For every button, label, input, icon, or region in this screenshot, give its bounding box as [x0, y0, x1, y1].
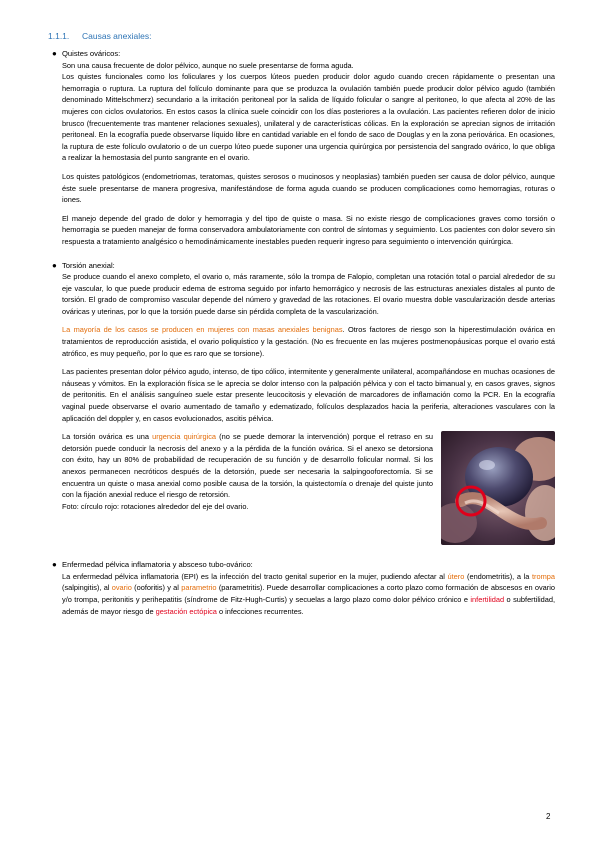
epi-text-2: (endometritis), a la [464, 571, 532, 581]
quistes-paragraph-2: Los quistes funcionales como los foliculares y los cuerpos lúteos pueden producir dolor agudo cuando crecen rápidamente o presentan una hemorragia o ruptura. La ruptura del folículo dominante para que se produzca la ovulación también puede producir dolor pélvico agudo (también denominado Mittelschmerz) secundario a la irritación peritoneal por la salida de líquido folicular o sangre al peritoneo, lo que afecta al 20% de las mujeres con ciclos ovulatorios. En estos casos la clínica suele coincidir con los días posteriores a la ovulación. Las pacientes refieren dolor de inicio brusco (frecuentemente tras mantener relaciones sexuales), unilateral y de características cólicas. En la exploración se aprecian signos de irritación peritoneal. En la ecografía puede observarse líquido libre en cantidad variable en el fondo de saco de Douglas y en la zona periovárica. En ocasiones, la ruptura de este folículo ovulatorio o de un cuerpo lúteo puede suponer una urgencia quirúrgica por persistencia del sangrado ovárico, lo que obliga a realizar la hemostasia del punto sangrante en el ovario. [62, 72, 555, 163]
epi-highlight-ovario: ovario [111, 583, 132, 593]
torsion-highlight-benignas: La mayoría de los casos se producen en mujeres con masas anexiales benignas [62, 325, 343, 335]
torsion-paragraph-2-rest: . Otros factores de riesgo son la hiperestimulación ovárica en tratamientos de reproducción asistida, el ovario poliquístico y la gestación. (No es frecuente en las mujeres postmenopáusicas porque el ovario está atrófico, es muy pequeño, por lo que es raro que se torsione). [62, 325, 555, 358]
quistes-paragraph-4: El manejo depende del grado de dolor y hemorragia y del tipo de quiste o masa. Si no existe riesgo de complicaciones graves como torsión o hemorragia se pueden manejar de forma conservadora ambulatoriamente con control de síntomas y seguimiento. Los pacientes con dolor severo sin respuesta a tratamiento analgésico o hemodinámicamente inestables pueden requerir ingreso para seguimiento o intervención quirúrgica. [62, 213, 555, 246]
quistes-paragraph-3: Los quistes patológicos (endometriomas, teratomas, quistes serosos o mucinosos y neoplasias) también pueden ser causa de dolor pélvico, aunque éste suele presentarse de manera progresiva, manifestándose de forma aguda cuando se producen complicaciones como hemorragias, roturas o iones. [62, 171, 555, 205]
epi-highlight-trompa: trompa [531, 571, 555, 581]
epi-title: Enfermedad pélvica inflamatoria y absceso tubo-ovárico: [62, 560, 253, 570]
torsion-paragraph-1: Se produce cuando el anexo completo, el ovario o, más raramente, sólo la trompa de Falopio, completan una rotación total o parcial alrededor de su eje vascular, lo que puede producir edema de estroma seguido por infarto hemorrágico y necrosis de las estructuras anexiales distales al punto de torsión. El grado de compromiso vascular depende del número y gravedad de las rotaciones. El ovario muestra doble vascularización desde arterias ováricas y uterinas, por lo que la torsión puede darse sin pérdida completa de la vascularización. [62, 272, 555, 316]
epi-text-1: La enfermedad pélvica inflamatoria (EPI) es la infección del tracto genital superior en la mujer, pudiendo afectar al [62, 571, 448, 581]
torsion-paragraph-4-b: (no se puede demorar la intervención) porque el retraso en su detorsión puede conducir la necrosis del anexo y a la pérdida de la función ovárica. Si el anexo se detorsiona con éxito, hay un 80% de probabilidad de recuperación de su función y de desarrollo folicular normal. Si los anexos permanecen necróticos después de la detorsión, puede ser necesaria la salpingooforectomía. Si se encuentra un quiste o masa anexial como posible causa de la torsión, la quistectomía o drenaje del quiste junto con la fijación anexial reduce el riesgo de retorsión. [62, 432, 433, 500]
section-number: 1.1.1. [48, 31, 70, 41]
torsion-figure-block [62, 431, 555, 549]
epi-text-6: o subfertilidad, además de mayor riesgo de [62, 595, 556, 616]
torsion-paragraph-4-a: La torsión ovárica es una [62, 432, 153, 442]
epi-highlight-infertilidad: infertilidad [470, 595, 505, 604]
bullet-quistes [52, 48, 555, 60]
epi-text-3: (salpingitis), al [62, 583, 112, 593]
epi-highlight-ectopica: gestación ectópica [155, 606, 217, 616]
epi-text-7: o infecciones recurrentes. [216, 606, 304, 616]
epi-text-4: (ooforitis) y al [131, 583, 182, 593]
bullet-dot: ● [52, 260, 57, 270]
quistes-title: Quistes ováricos: [62, 49, 121, 58]
epi-text-5: (parametritis). Puede desarrollar complicaciones a corto plazo como formación de abscesos en ovario y/o trompa, peritonitis y perihepatitis (síndrome de Fitz-Hugh-Curtis) y secuelas a largo plazo como dolor pélvico crónico e [62, 583, 555, 604]
section-heading [48, 31, 151, 41]
page-number: 2 [546, 812, 551, 821]
torsion-paragraph-2 [62, 324, 555, 359]
surgery-photo [441, 431, 555, 545]
torsion-surgery-image [441, 431, 555, 545]
bullet-epi [52, 559, 555, 571]
bullet-dot: ● [52, 49, 57, 58]
photo-caption: Foto: círculo rojo: rotaciones alrededor del eje del ovario. [62, 501, 249, 511]
torsion-highlight-urgencia: urgencia quirúrgica [152, 432, 217, 442]
section-content [52, 48, 556, 617]
bullet-dot: ● [52, 560, 57, 570]
section-title: Causas anexiales: [82, 31, 152, 41]
epi-highlight-parametrio: parametrio [181, 583, 217, 593]
torsion-paragraph-3: Las pacientes presentan dolor pélvico agudo, intenso, de tipo cólico, intermitente y generalmente unilateral, acompañándose en muchas ocasiones de náuseas y vómitos. En la exploración física se le aprecia se dolor intenso con la palpación pélvica y con el tacto bimanual y, en casos graves, signos de peritonitis. En el análisis sanguíneo suele estar presente leucocitosis y elevación de marcadores de inflamación como la PCR. En la ecografía vaginal puede observarse el ovario aumentado de tamaño y edematizado, folículos desplazados hacia la periferia, alteraciones vasculares con la aplicación del doppler y, en casos evolucionados, ascitis pélvica. [62, 367, 555, 423]
bullet-torsion [52, 260, 555, 272]
torsion-title: Torsión anexial: [62, 260, 115, 270]
quistes-paragraph-1: Son una causa frecuente de dolor pélvico, aunque no suele presentarse de forma aguda. [62, 60, 354, 70]
epi-highlight-utero: útero [447, 571, 465, 581]
epi-paragraph [62, 571, 555, 617]
